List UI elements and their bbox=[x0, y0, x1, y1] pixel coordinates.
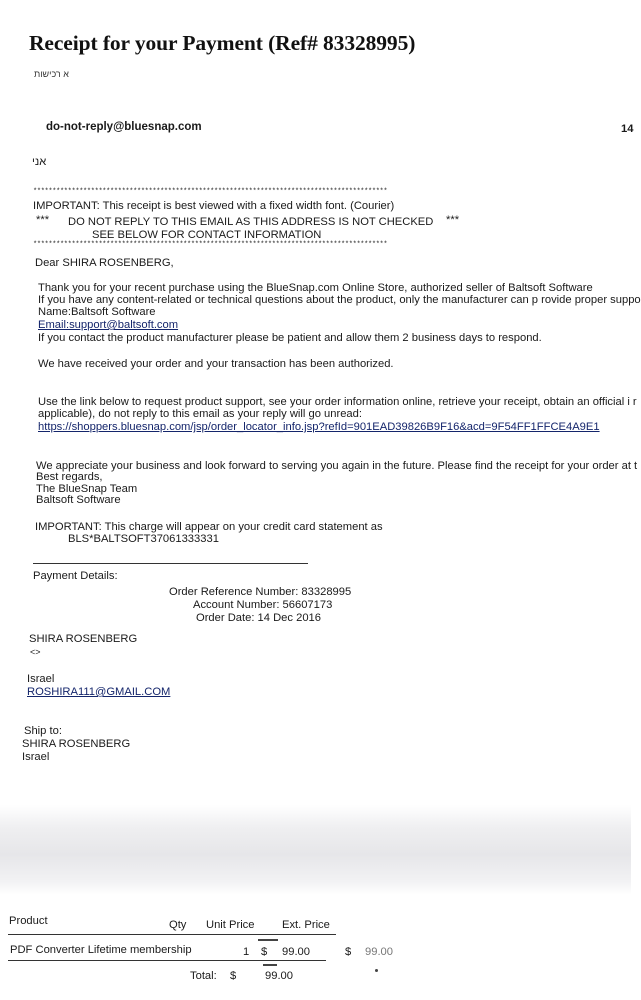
header-unit-price: Unit Price bbox=[206, 919, 255, 931]
appreciate-text: We appreciate your business and look forward to serving you again in the future. Please find the receipt for your order at t bbox=[36, 460, 638, 472]
stars-prefix: *** bbox=[36, 214, 50, 226]
sender-email[interactable]: do-not-reply@bluesnap.com bbox=[46, 121, 202, 133]
row-product: PDF Converter Lifetime membership bbox=[10, 944, 192, 956]
order-reference-number: Order Reference Number: 83328995 bbox=[169, 586, 352, 598]
total-currency: $ bbox=[230, 970, 237, 982]
ship-to-label: Ship to: bbox=[24, 725, 62, 737]
greeting: Dear SHIRA ROSENBERG, bbox=[35, 257, 174, 269]
stars-divider-top: ******************************************************************************************** bbox=[33, 188, 388, 196]
thanks-text: Thank you for your recent purchase using the BlueSnap.com Online Store, authorized seller of Baltsoft Software bbox=[38, 282, 593, 294]
edge-number: 14 bbox=[621, 123, 634, 135]
receipt-title: Receipt for your Payment (Ref# 83328995) bbox=[29, 31, 416, 55]
stars-suffix: *** bbox=[446, 214, 460, 226]
link-intro-line-2: applicable), do not reply to this email as your reply will go unread: bbox=[38, 408, 362, 420]
scan-artifact bbox=[258, 939, 278, 941]
payment-divider bbox=[33, 563, 308, 564]
payment-details-heading: Payment Details: bbox=[33, 570, 118, 582]
shipping-country: Israel bbox=[22, 751, 50, 763]
charge-notice: IMPORTANT: This charge will appear on your credit card statement as bbox=[35, 521, 383, 533]
best-regards: Best regards, bbox=[36, 471, 103, 483]
billing-name: SHIRA ROSENBERG bbox=[29, 633, 138, 645]
support-email-link[interactable]: Email:support@baltsoft.com bbox=[38, 319, 179, 331]
stars-divider-bottom: ******************************************************************************************** bbox=[33, 241, 388, 249]
billing-country: Israel bbox=[27, 673, 55, 685]
table-row-divider bbox=[8, 960, 326, 961]
row-ext-currency: $ bbox=[345, 946, 352, 958]
billing-email-link[interactable]: ROSHIRA111@GMAIL.COM bbox=[27, 686, 171, 698]
order-date: Order Date: 14 Dec 2016 bbox=[196, 612, 321, 624]
scan-artifact bbox=[375, 969, 378, 972]
billing-address-placeholder: <> bbox=[30, 647, 41, 657]
scan-artifact bbox=[263, 964, 277, 966]
link-intro-line-1: Use the link below to request product support, see your order information online, retrieve your receipt, obtain an official i r bbox=[38, 396, 637, 408]
header-product: Product bbox=[9, 915, 48, 927]
manufacturer-name: Name:Baltsoft Software bbox=[38, 306, 156, 318]
header-qty: Qty bbox=[169, 919, 187, 931]
order-locator-link[interactable]: https://shoppers.bluesnap.com/jsp/order_locator_info.jsp?refId=901EAD39826B9F16&acd=9F54FF1FFCE4A9E1 bbox=[38, 421, 600, 433]
row-ext-price: 99.00 bbox=[365, 946, 393, 958]
account-number: Account Number: 56607173 bbox=[193, 599, 333, 611]
shipping-name: SHIRA ROSENBERG bbox=[22, 738, 131, 750]
contact-manufacturer-text: If you contact the product manufacturer please be patient and allow them 2 business days to respond. bbox=[38, 332, 542, 344]
company-signature: Baltsoft Software bbox=[36, 494, 121, 506]
row-unit-price: 99.00 bbox=[282, 946, 310, 958]
header-ext-price: Ext. Price bbox=[282, 919, 330, 931]
hebrew-tag-label: א רכישות bbox=[34, 69, 69, 79]
total-label: Total: bbox=[190, 970, 217, 982]
scan-fold-shadow bbox=[0, 805, 631, 895]
order-received-text: We have received your order and your transaction has been authorized. bbox=[38, 358, 394, 370]
table-header-divider bbox=[8, 934, 336, 935]
charge-descriptor: BLS*BALTSOFT37061333331 bbox=[68, 533, 219, 545]
team-signature: The BlueSnap Team bbox=[36, 483, 138, 495]
row-unit-currency: $ bbox=[261, 946, 268, 958]
questions-text: If you have any content-related or technical questions about the product, only the manufacturer can p rovide proper suppo bbox=[38, 294, 641, 306]
total-value: 99.00 bbox=[265, 970, 293, 982]
hebrew-recipient: אני bbox=[32, 156, 47, 168]
important-font-notice: IMPORTANT: This receipt is best viewed with a fixed width font. (Courier) bbox=[33, 200, 395, 212]
see-below-notice: SEE BELOW FOR CONTACT INFORMATION bbox=[92, 229, 322, 241]
row-qty: 1 bbox=[243, 946, 250, 958]
do-not-reply-notice: DO NOT REPLY TO THIS EMAIL AS THIS ADDRESS IS NOT CHECKED bbox=[68, 216, 434, 228]
